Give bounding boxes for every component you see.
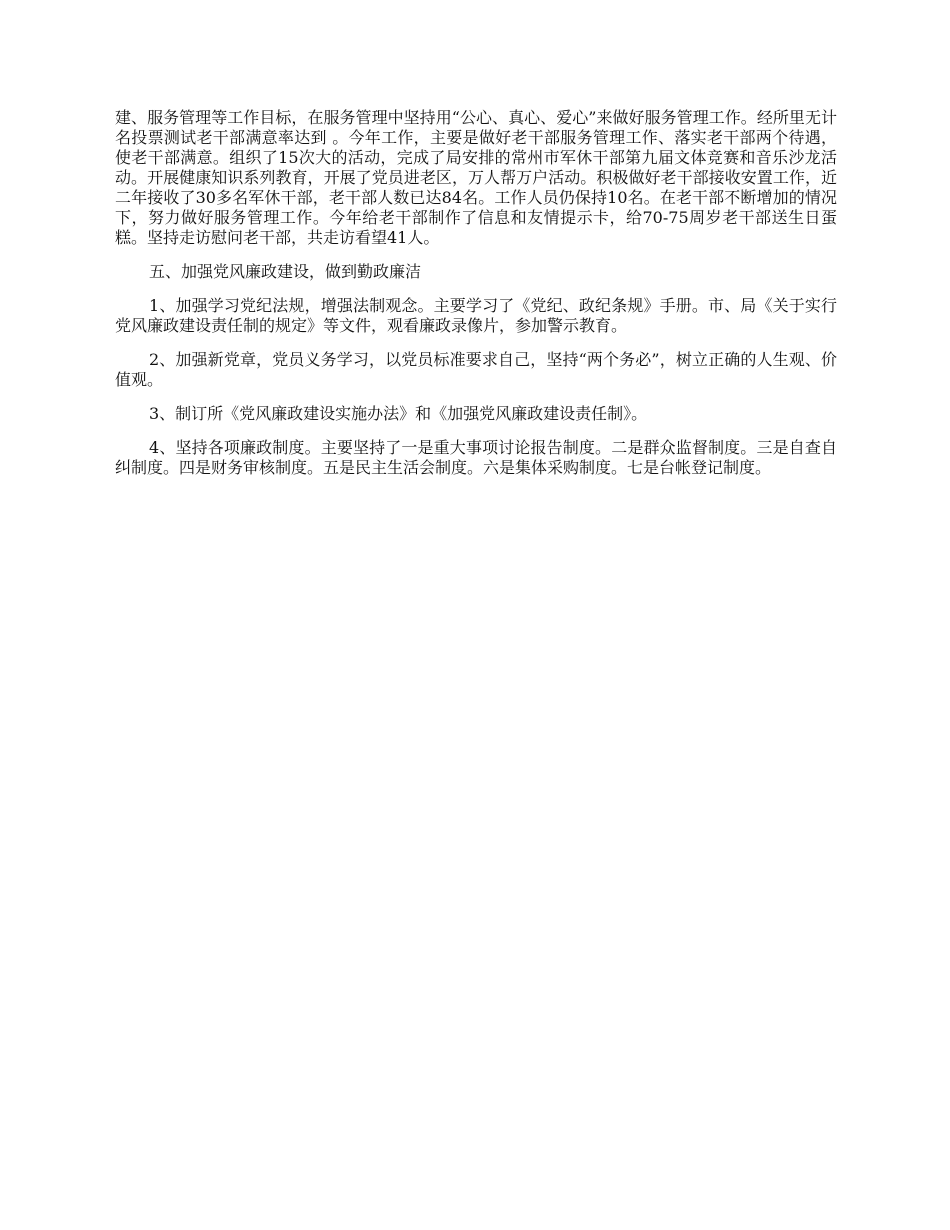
paragraph-item-4: 4、坚持各项廉政制度。主要坚持了一是重大事项讨论报告制度。二是群众监督制度。三是自查自纠制度。四是财务审核制度。五是民主生活会制度。六是集体采购制度。七是台帐登记制度。	[115, 438, 837, 477]
section-heading-five: 五、加强党风廉政建设，做到勤政廉洁	[149, 262, 422, 281]
paragraph-service-management: 建、服务管理等工作目标，在服务管理中坚持用“公心、真心、爱心”来做好服务管理工作。经所里无计名投票测试老干部满意率达到 。今年工作，主要是做好老干部服务管理工作、落实老干部两个待遇，使老干部满意。组织了15次大的活动，完成了局安排的常州市军休干部第九届文体竞赛和音乐沙龙活动。开展健康知识系列教育，开展了党员进老区，万人帮万户活动。积极做好老干部接收安置工作，近二年接收了30多名军休干部，老干部人数已达84名。工作人员仍保持10名。在老干部不断增加的情况下，努力做好服务管理工作。今年给老干部制作了信息和友情提示卡，给70-75周岁老干部送生日蛋糕。坚持走访慰问老干部，共走访看望41人。	[115, 108, 837, 247]
document-body	[115, 108, 837, 492]
paragraph-item-1: 1、加强学习党纪法规，增强法制观念。主要学习了《党纪、政纪条规》手册。市、局《关于实行党风廉政建设责任制的规定》等文件，观看廉政录像片，参加警示教育。	[115, 296, 837, 335]
paragraph-item-2: 2、加强新党章，党员义务学习，以党员标准要求自己，坚持“两个务必”，树立正确的人生观、价值观。	[115, 350, 837, 389]
paragraph-item-3: 3、制订所《党风廉政建设实施办法》和《加强党风廉政建设责任制》。	[149, 404, 648, 423]
